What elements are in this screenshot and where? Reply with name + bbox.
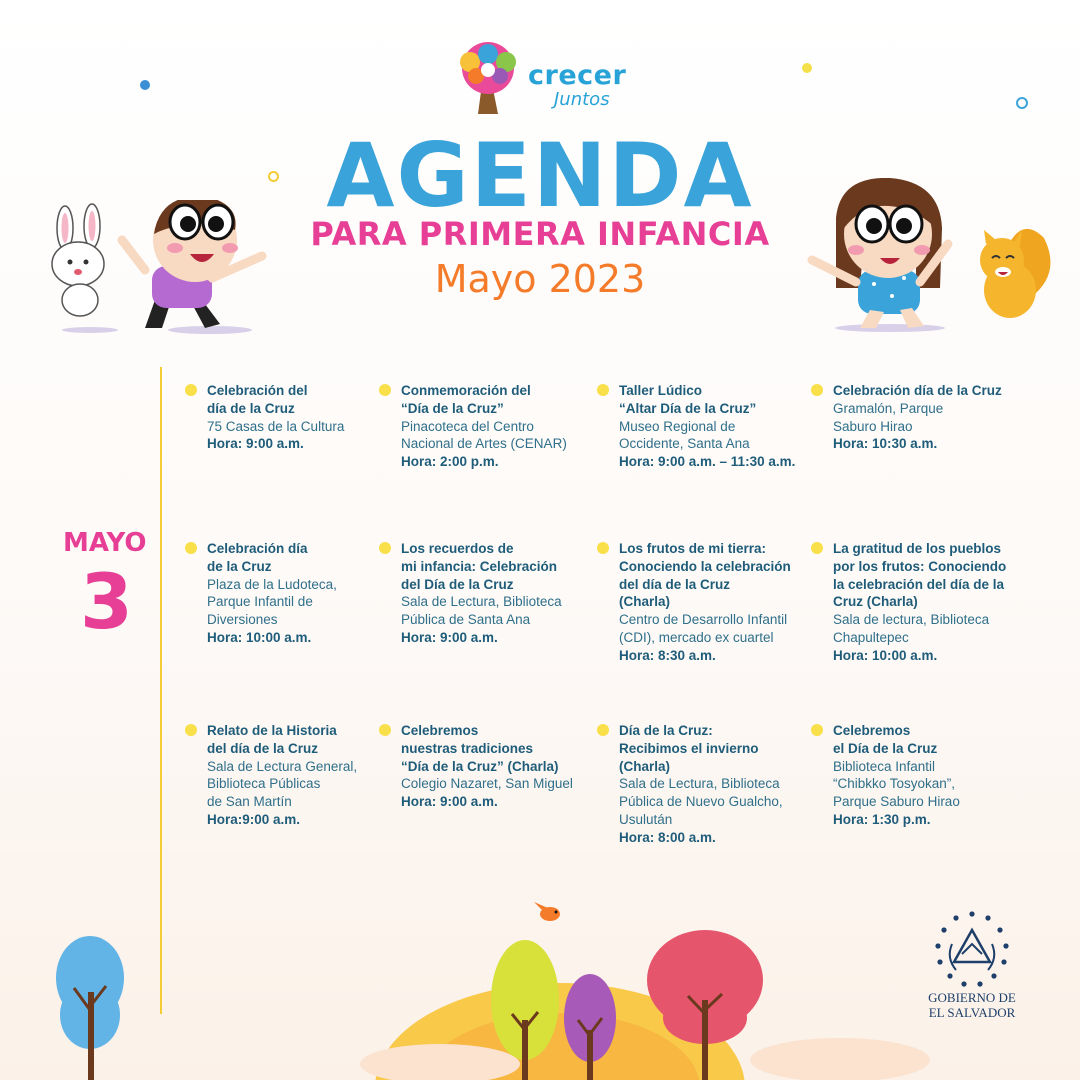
event-title: Celebremos nuestras tradiciones “Día de la Cruz” (Charla) [401,723,559,774]
event-title: La gratitud de los pueblos por los frutos: Conociendo la celebración del día de la Cruz (Charla) [833,541,1007,610]
event-item [619,540,791,665]
event-place: Sala de Lectura General, Biblioteca Públicas de San Martín [207,758,358,810]
event-place: Sala de Lectura, Biblioteca Pública de Nuevo Gualcho, Usulután [619,776,783,827]
event-time: Hora: 8:30 a.m. [619,647,716,663]
event-bullet [597,384,609,396]
event-bullet [811,542,823,554]
event-place: Sala de Lectura, Biblioteca Pública de Santa Ana [401,594,562,628]
event-item [401,382,567,471]
event-title: Taller Lúdico “Altar Día de la Cruz” [619,383,757,416]
event-bullet [185,724,197,736]
event-bullet [185,384,197,396]
event-item [833,540,1006,665]
event-time: Hora: 10:00 a.m. [207,629,312,645]
decor-dot [802,63,812,73]
event-item [401,722,573,811]
tree-logo-icon [448,40,528,116]
event-item [833,382,1002,453]
government-seal-icon [930,908,1014,992]
decor-ring [1016,97,1028,109]
event-title: Celebración del día de la Cruz [207,383,308,416]
event-item [207,540,337,647]
date-day: 3 [80,557,133,646]
decor-dot [140,80,150,90]
event-bullet [379,542,391,554]
event-title: Relato de la Historia del día de la Cruz [207,723,337,756]
event-item [833,722,960,829]
event-item [619,382,795,471]
event-time: Hora: 2:00 p.m. [401,454,499,470]
event-place: Centro de Desarrollo Infantil (CDI), mercado ex cuartel [619,612,788,645]
event-time: Hora:9:00 a.m. [207,811,301,827]
event-item [619,722,783,847]
event-item [401,540,562,647]
event-place: 75 Casas de la Cultura [207,418,345,434]
event-place: Pinacoteca del Centro Nacional de Artes (CENAR) [401,418,567,452]
event-title: Día de la Cruz: Recibimos el invierno (Charla) [619,723,759,774]
event-bullet [597,542,609,554]
event-bullet [811,724,823,736]
event-time: Hora: 8:00 a.m. [619,829,716,845]
event-bullet [379,724,391,736]
event-time: Hora: 9:00 a.m. – 11:30 a.m. [619,454,796,470]
event-place: Museo Regional de Occidente, Santa Ana [619,418,750,452]
event-time: Hora: 9:00 a.m. [401,794,498,810]
brand-logo [448,40,528,116]
event-place: Gramalón, Parque Saburo Hirao [833,400,944,434]
event-time: Hora: 10:00 a.m. [833,647,938,663]
event-bullet [811,384,823,396]
event-title: Los recuerdos de mi infancia: Celebración del Día de la Cruz [401,541,558,592]
event-title: Celebración día de la Cruz [833,383,1002,398]
event-time: Hora: 1:30 p.m. [833,811,931,827]
gov-line2: EL SALVADOR [928,1005,1016,1020]
event-bullet [597,724,609,736]
trees-illustration [0,900,1080,1080]
page-subtitle: PARA PRIMERA INFANCIA [310,215,770,253]
page-title: AGENDA [326,124,754,227]
date-month: MAYO [63,528,147,558]
event-title: Celebremos el Día de la Cruz [833,723,938,756]
month-heading: Mayo 2023 [434,257,646,301]
event-place: Colegio Nazaret, San Miguel [401,776,573,792]
event-bullet [185,542,197,554]
event-time: Hora: 9:00 a.m. [207,436,304,452]
event-title: Celebración día de la Cruz [207,541,308,574]
government-name [920,990,1024,1020]
event-place: Sala de lectura, Biblioteca Chapultepec [833,612,990,645]
event-bullet [379,384,391,396]
brand-line1: crecer [528,60,627,91]
girl-and-squirrel-illustration [800,178,1060,338]
event-item [207,382,344,453]
event-title: Los frutos de mi tierra: Conociendo la celebración del día de la Cruz (Charla) [619,541,791,610]
brand-line2: Juntos [554,89,610,110]
event-title: Conmemoración del “Día de la Cruz” [401,383,531,416]
brand-name [528,62,626,110]
gov-line1: GOBIERNO DE [928,990,1016,1005]
bunny-and-boy-illustration [30,200,280,340]
event-time: Hora: 9:00 a.m. [401,629,498,645]
event-item [207,722,357,829]
event-place: Plaza de la Ludoteca, Parque Infantil de Diversiones [207,576,337,628]
event-time: Hora: 10:30 a.m. [833,436,938,452]
event-place: Biblioteca Infantil “Chibkko Tosyokan”, Parque Saburo Hirao [833,758,960,810]
